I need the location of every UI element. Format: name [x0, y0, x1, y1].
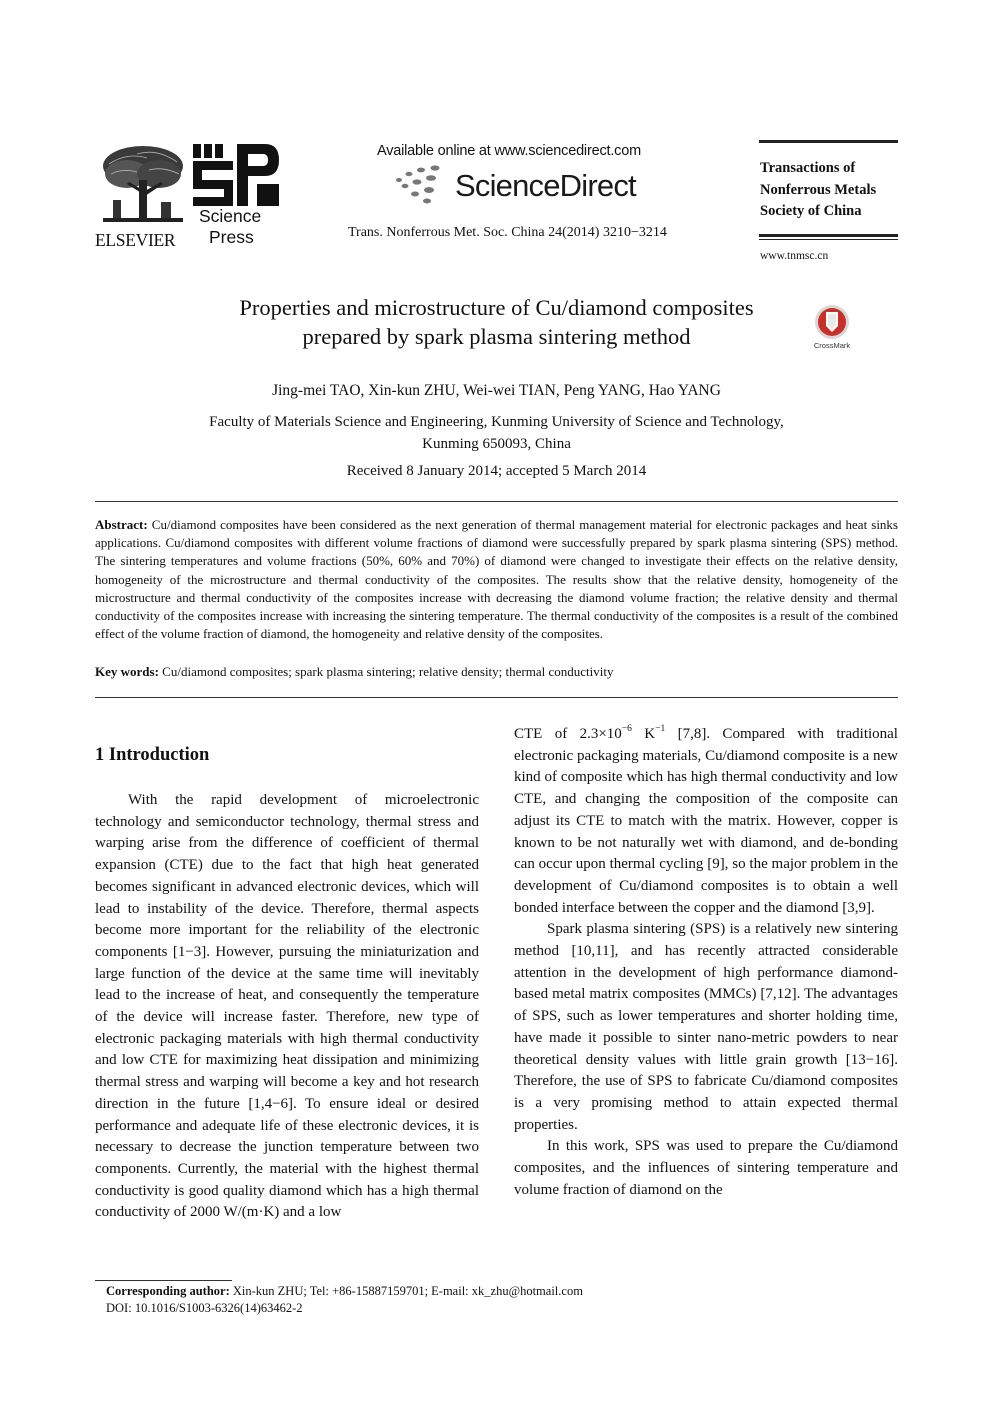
- superscript: −6: [621, 724, 632, 734]
- elsevier-tree-icon: [97, 144, 189, 230]
- corresponding-author: [106, 1283, 583, 1300]
- section-heading: 1 Introduction: [95, 745, 210, 765]
- corr-text: Xin-kun ZHU; Tel: +86-15887159701; E-mail: xk_zhu@hotmail.com: [229, 1284, 583, 1298]
- journal-url: www.tnmsc.cn: [760, 249, 829, 262]
- affiliation-line-2: Kunming 650093, China: [422, 436, 571, 452]
- crossmark-label: CrossMark: [813, 341, 851, 350]
- body-paragraph: [514, 724, 898, 919]
- body-paragraph: Spark plasma sintering (SPS) is a relatively new sintering method [10,11], and has recently attracted considerable attention in the development of high performance diamond-based metal matrix composites (MMCs) [7,12]. The advantages of SPS, such as lower temperatures and shorter holding time, have made it possible to sinter nano-metric powders to near theoretical density values with little grain growth [13−16]. Therefore, the use of SPS to fabricate Cu/diamond composites is a very promising method to attain expected thermal properties.: [514, 921, 898, 1133]
- affiliation: [95, 411, 898, 455]
- footnote: [106, 1283, 583, 1316]
- journal-name-line: Society of China: [760, 203, 862, 219]
- left-column: [95, 790, 479, 1224]
- science-press-mark-icon: [193, 144, 281, 206]
- corr-label: Corresponding author:: [106, 1284, 230, 1298]
- affiliation-line-1: Faculty of Materials Science and Engineering, Kunming University of Science and Technology,: [209, 414, 784, 430]
- science-press-line2: Press: [209, 227, 254, 247]
- paper-title: [95, 294, 898, 351]
- abstract-rule-bottom: [95, 697, 898, 698]
- body-paragraph: In this work, SPS was used to prepare the Cu/diamond composites, and the influences of sintering temperature and volume fraction of diamond on the: [514, 1138, 898, 1198]
- keywords-label: Key words:: [95, 664, 159, 679]
- science-press-logo: [193, 144, 283, 247]
- abstract-rule-top: [95, 501, 898, 502]
- body-paragraph: With the rapid development of microelectronic technology and semiconductor technology, thermal stress and warping arise from the difference of coefficient of thermal expansion (CTE) due to the fact that high heat generated becomes significant in advanced electronic devices, which will lead to instability of the device. Therefore, thermal aspects become more important for the reliability of the electronic components [1−3]. However, pursuing the miniaturization and large function of the device at the same time will inevitably lead to the increase of heat, and consequently the temperature of the device will increase faster. Therefore, new type of electronic packaging materials with high thermal conductivity and low CTE for maximizing heat dissipation and minimizing thermal stress and warping will become a key and hot research direction in the future [1,4−6]. To ensure ideal or desired performance and adequate life of these electronic devices, it is necessary to decrease the junction temperature between two components. Currently, the material with the highest thermal conductivity is good quality diamond which has a high thermal conductivity of 2000 W/(m·K) and a low: [95, 792, 479, 1221]
- elsevier-wordmark: ELSEVIER: [95, 230, 176, 250]
- journal-name: [760, 158, 898, 223]
- crossmark-badge[interactable]: [810, 304, 854, 352]
- text-span: CTE of 2.3×10: [514, 726, 622, 742]
- science-press-line1: Science: [199, 206, 262, 226]
- sciencedirect-logo: [393, 164, 653, 208]
- footnote-rule: [95, 1280, 232, 1281]
- title-line-2: prepared by spark plasma sintering method: [302, 323, 691, 349]
- journal-header: [95, 140, 898, 265]
- journal-name-line: Transactions of: [760, 160, 856, 176]
- right-column: [514, 724, 898, 1201]
- title-line-1: Properties and microstructure of Cu/diamond composites: [239, 295, 754, 320]
- superscript: −1: [655, 724, 666, 734]
- journal-rule-bottom-thin: [759, 239, 898, 240]
- journal-rule-top: [759, 140, 898, 143]
- crossmark-icon: [810, 304, 854, 342]
- author-list: Jing-mei TAO, Xin-kun ZHU, Wei-wei TIAN, Peng YANG, Hao YANG: [272, 382, 721, 399]
- keywords-text: Cu/diamond composites; spark plasma sintering; relative density; thermal conductivity: [162, 664, 614, 679]
- available-online-text: Available online at www.sciencedirect.com: [377, 143, 641, 159]
- text-span: [7,8]. Compared with traditional electronic packaging materials, Cu/diamond composite is a new kind of composite which has high thermal conductivity and low CTE, and changing the composition of the composite can adjust its CTE to match with the matrix. However, copper is known to be not naturally wet with diamond, and de-bonding can occur upon thermal cycling [9], so the major problem in the development of Cu/diamond composites is to obtain a well bonded interface between the copper and the diamond [3,9].: [514, 726, 898, 916]
- journal-name-block: [759, 140, 898, 262]
- sciencedirect-dots-icon: [393, 164, 453, 208]
- text-span: K: [631, 726, 656, 742]
- doi: DOI: 10.1016/S1003-6326(14)63462-2: [106, 1300, 303, 1315]
- journal-rule-bottom: [759, 234, 898, 237]
- abstract: [95, 516, 898, 643]
- elsevier-logo: [95, 144, 191, 250]
- abstract-text: Cu/diamond composites have been considered as the next generation of thermal management material for electronic packages and heat sinks applications. Cu/diamond composites with different volume fractions of diamond were successfully prepared by spark plasma sintering (SPS) method. The sintering temperatures and volume fractions (50%, 60% and 70%) of diamond were changed to investigate their effects on the relative density, homogeneity of the microstructure and thermal conductivity of the composites. The results show that the relative density, homogeneity of the microstructure and thermal conductivity of the composites increase with decreasing the diamond volume fraction; the relative density and thermal conductivity of the composites increase with increasing the sintering temperature. The thermal conductivity of the composites is a result of the combined effect of the volume fraction of diamond, the homogeneity and relative density of the composites.: [95, 517, 898, 642]
- abstract-label: Abstract:: [95, 517, 148, 532]
- received-dates: Received 8 January 2014; accepted 5 March 2014: [346, 463, 647, 479]
- keywords: [95, 663, 898, 681]
- journal-name-line: Nonferrous Metals: [760, 181, 877, 198]
- journal-reference: Trans. Nonferrous Met. Soc. China 24(2014) 3210−3214: [348, 225, 667, 240]
- sciencedirect-wordmark: ScienceDirect: [455, 168, 636, 203]
